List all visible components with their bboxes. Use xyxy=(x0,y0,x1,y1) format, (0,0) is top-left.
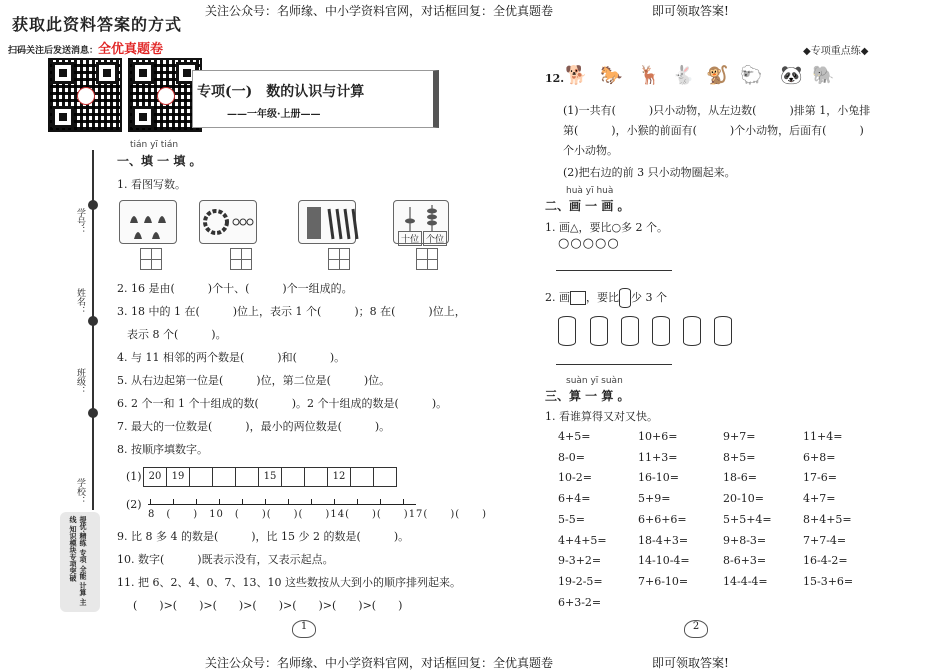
calc-problem[interactable]: 8-6+3= xyxy=(723,554,767,568)
sidebar-label-name: 姓名： xyxy=(75,288,85,315)
sidebar-label-school: 学校： xyxy=(75,478,85,505)
qr-code-left[interactable] xyxy=(48,58,122,132)
numline-label: (2) xyxy=(126,498,142,511)
cylinder-icon xyxy=(558,316,576,346)
number-line-tick xyxy=(288,499,289,505)
q12-1a: (1)一共有( )只小动物，从左边数( )排第 1，小兔排 xyxy=(563,104,871,117)
calc-problem[interactable]: 16-4-2= xyxy=(803,554,848,568)
binding-dot xyxy=(88,408,98,418)
cylinder-icon xyxy=(590,316,608,346)
bead-icon xyxy=(200,201,256,243)
number-line-tick xyxy=(403,499,404,505)
cylinder-icon xyxy=(714,316,732,346)
calc-problem[interactable]: 6+4= xyxy=(558,492,591,506)
q12: 12. xyxy=(545,72,565,85)
picture-bells xyxy=(119,200,177,244)
calc-problem[interactable]: 9+7= xyxy=(723,430,756,443)
sidebar-label-number: 学号： xyxy=(75,208,85,235)
sheep-icon: 🐑 xyxy=(740,65,763,86)
numline-value: 8 xyxy=(148,509,156,520)
sequence-cell[interactable] xyxy=(350,467,374,487)
cylinder-icon xyxy=(652,316,670,346)
qr-logo xyxy=(157,87,175,105)
rabbit-icon: 🐇 xyxy=(672,65,695,86)
calc-problem[interactable]: 10+6= xyxy=(638,430,678,443)
q12-2: (2)把右边的前 3 只小动物圈起来。 xyxy=(563,166,736,179)
number-line-tick xyxy=(265,499,266,505)
number-line-tick xyxy=(196,499,197,505)
calc-problem[interactable]: 16-10= xyxy=(638,471,679,485)
number-line-tick xyxy=(380,499,381,505)
page-subtitle: ——一年级·上册—— xyxy=(227,109,321,120)
sequence-cell[interactable] xyxy=(304,467,328,487)
calc-problem[interactable]: 11+3= xyxy=(638,450,678,464)
stick-icon xyxy=(299,201,375,243)
calc-problem[interactable]: 20-10= xyxy=(723,492,764,506)
picture-sticks xyxy=(298,200,356,244)
square-icon xyxy=(570,291,586,305)
qr-eye xyxy=(52,62,74,84)
calc-problem[interactable]: 4+7= xyxy=(803,492,836,506)
calc-problem[interactable]: 9+8-3= xyxy=(723,533,767,547)
qr-eye xyxy=(52,106,74,128)
d2-text-b: ，要比 xyxy=(586,291,619,304)
calc-problem[interactable]: 7+7-4= xyxy=(803,533,847,547)
bottom-banner-text: 关注公众号：名师缘、中小学资料官网，对话框回复：全优真题卷 xyxy=(205,656,554,670)
section3-heading: 三、算 一 算 。 xyxy=(545,389,630,403)
cylinder-icon xyxy=(621,316,639,346)
promo-sub-prefix: 扫码关注后发送消息： xyxy=(8,46,99,56)
sequence-cell[interactable] xyxy=(212,467,236,487)
sidebar-brand-box xyxy=(60,512,100,612)
sequence-row xyxy=(144,467,397,487)
page-number-right: 2 xyxy=(684,620,708,638)
bell-icon xyxy=(120,201,176,243)
promo-highlight: 全优真题卷 xyxy=(98,42,164,57)
d1: 1. 画△，要比○多 2 个。 xyxy=(545,221,669,234)
c1: 1. 看谁算得又对又快。 xyxy=(545,410,658,423)
calc-problem[interactable]: 7+6-10= xyxy=(638,574,689,588)
calc-problem[interactable]: 5+5+4= xyxy=(723,512,772,526)
dog-icon: 🐕 xyxy=(565,65,588,86)
calc-problem[interactable]: 8-0= xyxy=(558,450,585,464)
answer-box[interactable] xyxy=(328,248,350,270)
q2: 2. 16 是由( )个十、( )个一组成的。 xyxy=(117,282,353,295)
qr-eye xyxy=(132,62,154,84)
calc-problem[interactable]: 10-2= xyxy=(558,471,592,485)
q6: 6. 2 个一和 1 个十组成的数( )。2 个十组成的数是( )。 xyxy=(117,397,448,410)
sequence-cell: 12 xyxy=(327,467,351,487)
sequence-cell[interactable] xyxy=(281,467,305,487)
numline-value: 17 xyxy=(408,509,424,520)
binding-dot xyxy=(88,316,98,326)
calc-problem[interactable]: 14-4-4= xyxy=(723,574,768,588)
number-line-tick xyxy=(334,499,335,505)
answer-box[interactable] xyxy=(230,248,252,270)
abacus-label-ones: 个位 xyxy=(423,231,447,246)
qr-logo xyxy=(77,87,95,105)
d2-text-c: 少 3 个 xyxy=(631,291,667,304)
qr-eye xyxy=(132,106,154,128)
sequence-cell[interactable] xyxy=(373,467,397,487)
calc-problem[interactable]: 4+5= xyxy=(558,430,591,443)
cylinder-icon xyxy=(683,316,701,346)
q9: 9. 比 8 多 4 的数是( )，比 15 少 2 的数是( )。 xyxy=(117,530,410,543)
sequence-cell: 19 xyxy=(166,467,190,487)
q5: 5. 从右边起第一位是( )位，第二位是( )位。 xyxy=(117,374,391,387)
q1: 1. 看图写数。 xyxy=(117,178,186,191)
number-line-tick xyxy=(357,499,358,505)
calc-problem[interactable]: 6+3-2= xyxy=(558,595,602,609)
section2-heading: 二、画 一 画 。 xyxy=(545,199,630,213)
section3-pinyin: suàn yī suàn xyxy=(566,376,623,386)
q10: 10. 数字( )既表示没有，又表示起点。 xyxy=(117,553,334,566)
calc-problem[interactable]: 6+8= xyxy=(803,450,836,464)
top-banner-text: 关注公众号：名师缘、中小学资料官网，对话框回复：全优真题卷 xyxy=(205,4,554,18)
sequence-cell[interactable] xyxy=(189,467,213,487)
answer-box[interactable] xyxy=(416,248,438,270)
q8: 8. 按顺序填数字。 xyxy=(117,443,208,456)
number-line-tick xyxy=(311,499,312,505)
calc-problem[interactable]: 18-4+3= xyxy=(638,533,689,547)
calc-problem[interactable]: 8+5= xyxy=(723,450,756,464)
promo-title: 获取此资料答案的方式 xyxy=(12,15,183,34)
panda-icon: 🐼 xyxy=(780,65,803,86)
answer-box[interactable] xyxy=(140,248,162,270)
calc-problem[interactable]: 15-3+6= xyxy=(803,574,854,588)
abacus-label-tens: 十位 xyxy=(398,231,422,246)
calc-problem[interactable]: 4+4+5= xyxy=(558,533,607,547)
number-line-tick xyxy=(173,499,174,505)
calc-problem[interactable]: 11+4= xyxy=(803,430,843,443)
calc-problem[interactable]: 5+9= xyxy=(638,492,671,506)
picture-beads xyxy=(199,200,257,244)
number-line-labels: 8 ( ) 10 ( )( )( )14( )( )17( )( ) xyxy=(148,509,488,520)
calc-problem[interactable]: 8+4+5= xyxy=(803,512,852,526)
d2 xyxy=(545,288,667,308)
section2-pinyin: huà yī huà xyxy=(566,186,614,196)
deer-icon: 🦌 xyxy=(638,65,661,86)
q4: 4. 与 11 相邻的两个数是( )和( )。 xyxy=(117,351,346,364)
calc-problem[interactable]: 6+6+6= xyxy=(638,512,687,526)
answer-line[interactable] xyxy=(556,270,672,271)
d2-text-a: 2. 画 xyxy=(545,291,570,304)
sequence-cell: 20 xyxy=(143,467,167,487)
number-line-tick xyxy=(219,499,220,505)
calc-problem[interactable]: 19-2-5= xyxy=(558,574,603,588)
numline-value: 14 xyxy=(330,509,346,520)
page-number-left: 1 xyxy=(292,620,316,638)
sidebar-label-class: 班级： xyxy=(75,368,85,395)
calc-problem[interactable]: 9-3+2= xyxy=(558,554,602,568)
q12-1b: 第( )，小猴的前面有( )个小动物，后面有( ) xyxy=(563,124,864,137)
sequence-cell: 15 xyxy=(258,467,282,487)
calc-problem[interactable]: 17-6= xyxy=(803,471,837,485)
number-line-tick xyxy=(242,499,243,505)
section1-pinyin: tián yī tián xyxy=(130,140,179,150)
cylinder-icon xyxy=(619,288,631,308)
numline-value: 10 xyxy=(209,509,224,520)
calc-problem[interactable]: 18-6= xyxy=(723,471,757,485)
q3b: 表示 8 个( )。 xyxy=(127,328,227,341)
q7: 7. 最大的一位数是( )，最小的两位数是( )。 xyxy=(117,420,391,433)
circles-row: ○○○○○ xyxy=(558,236,620,251)
horse-icon: 🐎 xyxy=(600,65,623,86)
promo-sub xyxy=(8,38,163,57)
q3a: 3. 18 中的 1 在( )位上，表示 1 个( )；8 在( )位上， xyxy=(117,305,466,318)
section-tag: ◆专项重点练◆ xyxy=(803,46,869,57)
q11-answer: ( )>( )>( )>( )>( )>( )>( ) xyxy=(133,599,403,612)
sidebar-brand-text: 提优·精练 专项 全能 计算 主线 知识模块专项突破 xyxy=(69,516,88,606)
number-line-tick xyxy=(150,499,151,505)
qr-code-right[interactable] xyxy=(128,58,202,132)
monkey-icon: 🐒 xyxy=(706,65,729,86)
picture-abacus xyxy=(393,200,449,244)
page-title: 专项(一) 数的认识与计算 xyxy=(197,84,365,100)
section1-heading: 一、填 一 填 。 xyxy=(117,154,202,168)
answer-line[interactable] xyxy=(556,364,672,365)
q12-1c: 个小动物。 xyxy=(563,144,618,157)
bottom-banner-right: 即可领取答案! xyxy=(652,656,729,670)
abacus-icon xyxy=(394,201,448,231)
elephant-icon: 🐘 xyxy=(812,65,835,86)
calc-problem[interactable]: 5-5= xyxy=(558,512,585,526)
seq-label: (1) xyxy=(126,470,142,483)
binding-dot xyxy=(88,200,98,210)
top-banner-right: 即可领取答案! xyxy=(652,4,729,18)
sequence-cell[interactable] xyxy=(235,467,259,487)
q11: 11. 把 6、2、4、0、7、13、10 这些数按从大到小的顺序排列起来。 xyxy=(117,576,461,589)
calc-problem[interactable]: 14-10-4= xyxy=(638,554,690,568)
title-box xyxy=(192,70,439,128)
qr-eye xyxy=(96,62,118,84)
